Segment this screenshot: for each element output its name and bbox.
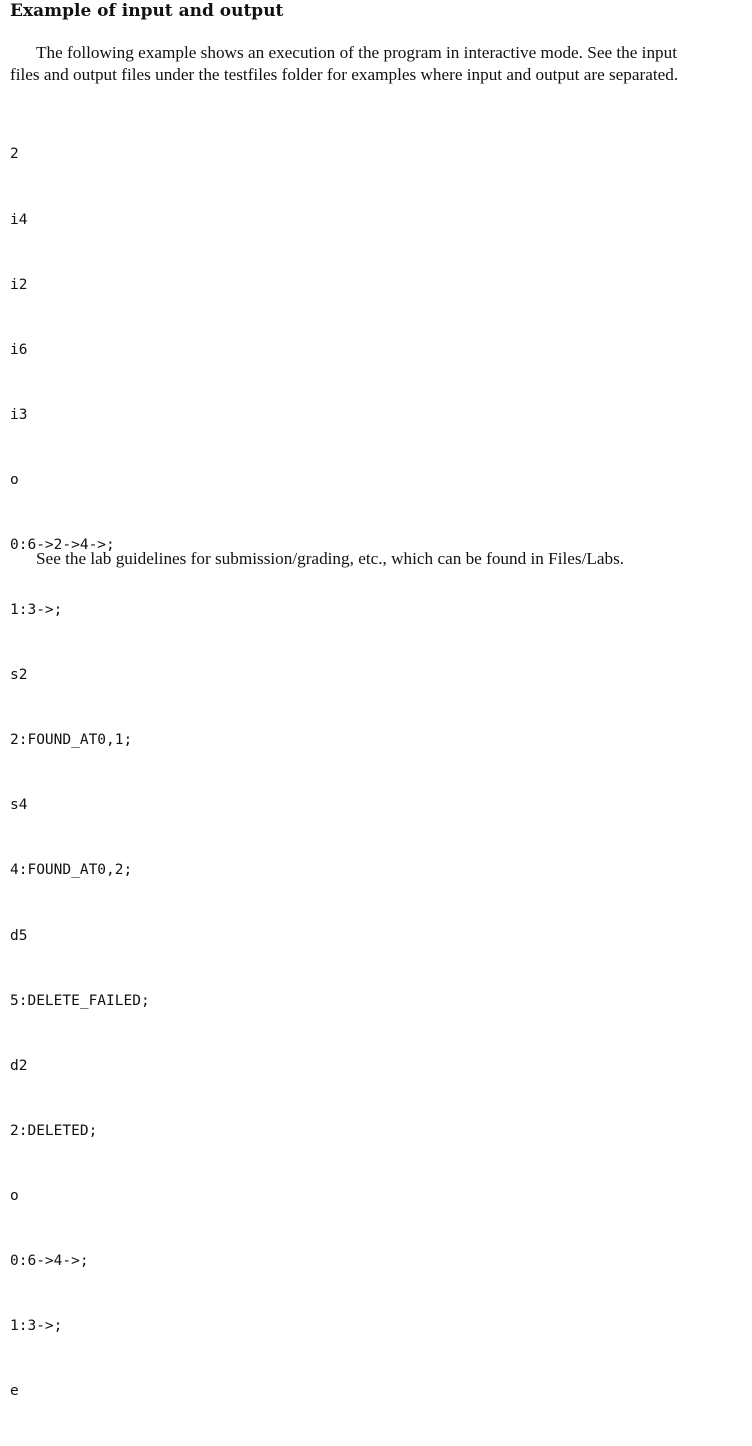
session-line: i4 xyxy=(10,211,28,228)
session-line: 2 xyxy=(10,146,19,163)
session-line: o xyxy=(10,1187,19,1204)
session-line: d2 xyxy=(10,1057,28,1074)
session-line: 1:3->; xyxy=(10,602,63,619)
section-title: Example of input and output xyxy=(10,1,284,21)
session-line: i6 xyxy=(10,341,28,358)
session-line: 0:6->4->; xyxy=(10,1253,89,1269)
session-line: 5:DELETE_FAILED; xyxy=(10,992,150,1009)
intro-line-2: files and output files under the testfiles folder for examples where input and output are separated. xyxy=(10,65,679,84)
session-line: 2:DELETED; xyxy=(10,1122,98,1139)
session-line: d5 xyxy=(10,927,28,944)
session-line: i3 xyxy=(10,406,28,423)
session-line: 2:FOUND_AT0,1; xyxy=(10,732,133,749)
session-line: e xyxy=(10,1383,19,1400)
session-line: 1:3->; xyxy=(10,1318,63,1335)
session-line: o xyxy=(10,471,19,488)
intro-paragraph xyxy=(10,42,750,86)
session-line: 4:FOUND_AT0,2; xyxy=(10,862,133,879)
session-line: i2 xyxy=(10,276,28,293)
session-line: s4 xyxy=(10,797,28,814)
footer-note: See the lab guidelines for submission/grading, etc., which can be found in Files/Labs. xyxy=(36,549,625,568)
intro-line-1: The following example shows an execution of the program in interactive mode. See the input xyxy=(36,43,678,62)
session-line: 0:6->2->4->; xyxy=(10,536,115,553)
session-line: s2 xyxy=(10,667,28,684)
session-transcript xyxy=(10,101,150,1446)
